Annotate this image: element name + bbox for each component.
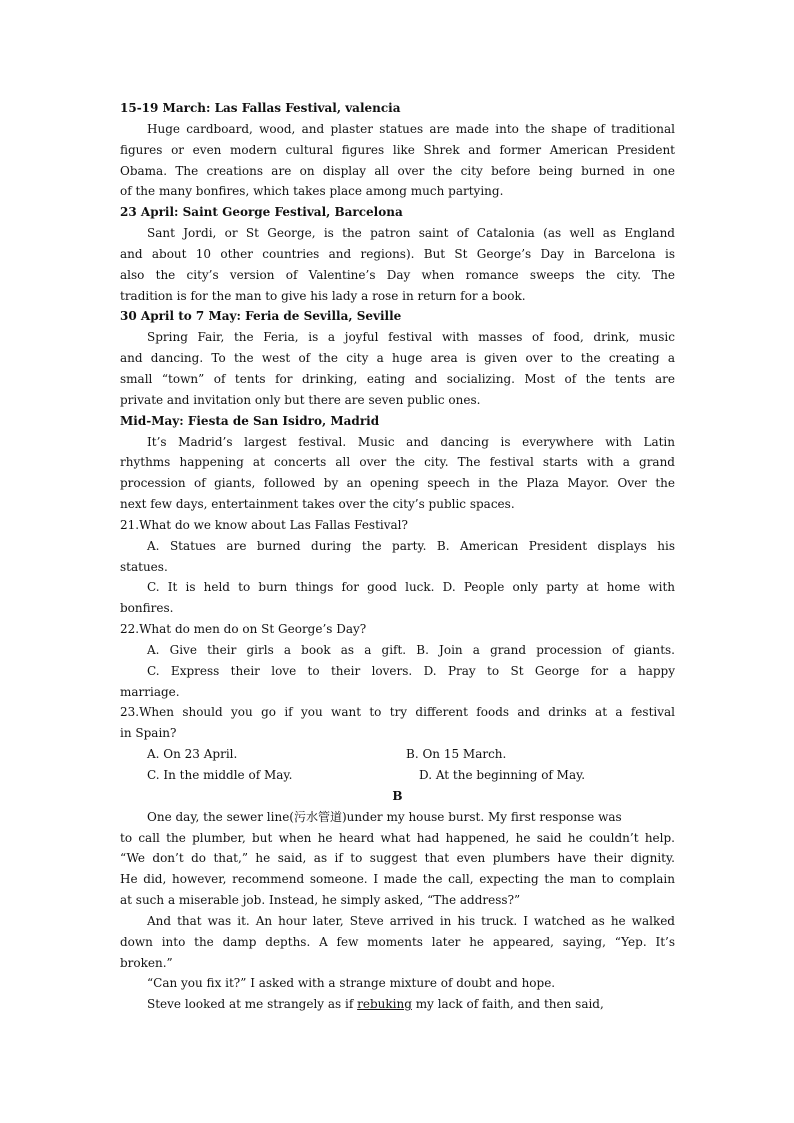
text-line: It’s Madrid’s largest festival. Music and dancing is everywhere with Latin <box>147 434 675 449</box>
text-line: “We don’t do that,” he said, as if to suggest that even plumbers have their dignity. <box>120 851 675 866</box>
text-line: of the many bonfires, which takes place among much partying. <box>120 184 504 199</box>
section-heading: 30 April to 7 May: Feria de Sevilla, Seville <box>120 309 402 324</box>
text-line: rhythms happening at concerts all over the city. The festival starts with a grand <box>120 455 675 470</box>
question-options-wrap: statues. <box>120 559 168 574</box>
text-line: to call the plumber, but when he heard what had happened, he said he couldn’t help. <box>120 830 675 845</box>
text-line: He did, however, recommend someone. I made the call, expecting the man to complain <box>120 872 675 887</box>
text-line: And that was it. An hour later, Steve arrived in his truck. I watched as he walked <box>147 913 675 928</box>
question-options-wrap: bonfires. <box>120 601 174 616</box>
question-options <box>120 744 675 765</box>
text-line: Huge cardboard, wood, and plaster statues are made into the shape of traditional <box>147 121 675 136</box>
question-stem: 23.When should you go if you want to try different foods and drinks at a festival <box>120 705 675 720</box>
text-line: procession of giants, followed by an opening speech in the Plaza Mayor. Over the <box>120 476 675 491</box>
question-stem: 22.What do men do on St George’s Day? <box>120 622 367 637</box>
text-line: Sant Jordi, or St George, is the patron saint of Catalonia (as well as England <box>147 226 675 241</box>
question-options-wrap: marriage. <box>120 684 180 699</box>
section-heading: Mid-May: Fiesta de San Isidro, Madrid <box>120 413 380 428</box>
text-line: tradition is for the man to give his lady a rose in return for a book. <box>120 288 526 303</box>
section-heading: 23 April: Saint George Festival, Barcelona <box>120 205 403 220</box>
text-line: “Can you fix it?” I asked with a strange mixture of doubt and hope. <box>147 976 556 991</box>
question-options: C. It is held to burn things for good luck. D. People only party at home with <box>147 580 675 595</box>
question-options: A. Statues are burned during the party. B. American President displays his <box>147 538 675 553</box>
text-line: and about 10 other countries and regions). But St George’s Day in Barcelona is <box>120 246 675 261</box>
passage-label: B <box>392 788 403 803</box>
text-line: figures or even modern cultural figures like Shrek and former American President <box>120 142 675 157</box>
option-c: C. In the middle of May. <box>147 768 293 782</box>
option-b: B. On 15 March. <box>406 747 507 762</box>
option-a: A. On 23 April. <box>147 747 238 762</box>
text-fragment: my lack of faith, and then said, <box>411 997 604 1012</box>
exam-page <box>120 98 675 1015</box>
text-line: and dancing. To the west of the city a huge area is given over to the creating a <box>120 351 675 366</box>
question-options: C. Express their love to their lovers. D. Pray to St George for a happy <box>147 663 675 678</box>
text-line: next few days, entertainment takes over the city’s public spaces. <box>120 497 515 512</box>
text-fragment: Steve looked at me strangely as if <box>147 997 358 1012</box>
text-line <box>120 994 675 1015</box>
question-stem: in Spain? <box>120 726 177 741</box>
text-line: private and invitation only but there are seven public ones. <box>120 392 481 407</box>
text-line <box>120 807 675 828</box>
option-d: D. At the beginning of May. <box>419 768 586 782</box>
question-options: A. Give their girls a book as a gift. B. Join a grand procession of giants. <box>147 642 675 657</box>
text-line: also the city’s version of Valentine’s Day when romance sweeps the city. The <box>120 267 675 282</box>
text-line: at such a miserable job. Instead, he simply asked, “The address?” <box>120 893 521 908</box>
text-line: broken.” <box>120 955 173 970</box>
text-fragment: )under my house burst. My first response was <box>342 809 622 824</box>
text-line: Obama. The creations are on display all over the city before being burned in one <box>120 163 675 178</box>
underlined-word: rebuking <box>357 997 412 1012</box>
question-options <box>120 765 675 786</box>
text-line: small “town” of tents for drinking, eating and socializing. Most of the tents are <box>120 371 675 386</box>
chinese-gloss: 污水管道 <box>293 809 342 824</box>
text-line: down into the damp depths. A few moments later he appeared, saying, “Yep. It’s <box>120 934 675 949</box>
section-heading: 15-19 March: Las Fallas Festival, valencia <box>120 101 401 115</box>
text-fragment: One day, the sewer line( <box>147 809 294 824</box>
question-stem: 21.What do we know about Las Fallas Festival? <box>120 517 408 532</box>
text-line: Spring Fair, the Feria, is a joyful festival with masses of food, drink, music <box>147 330 675 345</box>
